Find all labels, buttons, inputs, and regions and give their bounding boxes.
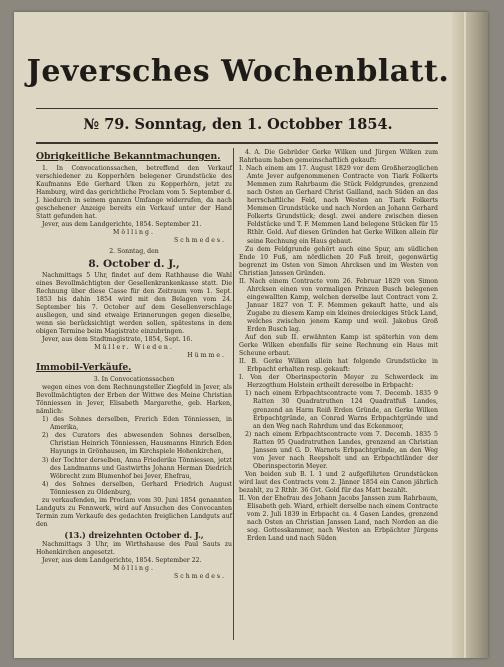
notice-4-item-3: II. B. Gerke Wilken allein hat folgende Grundstücke in Erbpacht erhalten resp. gekauft:: [239, 358, 438, 374]
masthead-title: Jeversches Wochenblatt.: [26, 54, 450, 89]
notice-4-text-2: Zu dem Feldgrunde gehört auch eine Spur, am südlichen Ende 10 Fuß, am nördlichen 20 Fuß breit, gegenwärtig begrenzt im Osten von Simon Ahrcksen und im Westen von Christian Janssen Gründen.: [239, 245, 438, 277]
notice-3-intro: 3. In Convocationssachen: [93, 376, 175, 384]
section-heading-official: Obrigkeitliche Bekanntmachungen.: [36, 151, 221, 162]
list-item: 2) des Curators des abwesenden Sohnes derselben, Christian Heinrich Tönniessen, Hausmanns Hinrich Eden Hayungs in Grönhausen, im Kirchspiele Hohenkirchen,: [42, 432, 232, 456]
masthead-rule: [36, 108, 438, 109]
notice-3-text: wegen eines von dem Rechnungsteller Ziegfeld in Jever, als Bevollmächtigten der Erben der Wittwe des Meine Christian Tönniessen in Jever, Elisabeth Margarethe, geb. Harken, nämlich:: [36, 384, 232, 416]
issue-line: № 79. Sonntag, den 1. Octobber 1854.: [83, 116, 393, 133]
left-column: [36, 149, 232, 581]
list-item: 1) nach einem Erbpachtscontracte vom 7. Decemb. 1835 9 Ratten 30 Quadratruthen 124 Quadratfuß Landes, grenzend an Harm Reiß Erden Gründe, an Gerke Wilken Erbpachtgründe, an Conrad Warns Erbpachtgründe und an den Weg nach Rahrdum und das Eckenmoor,: [245, 390, 438, 430]
header-rule: [36, 142, 438, 144]
notice-3-text-c: Nachmittags 3 Uhr, im Wirthshause des Paul Sauts zu Hohenkirchen angesetzt.: [36, 540, 232, 556]
notice-4-text-4: Von beiden sub B. I. 1 und 2 aufgeführten Grundstücken wird laut des Contracts vom 2. Jänner 1854 ein Canon jährlich bezahlt, zu 2 Rthlr. 36 Gvt. Gold für das Matt bezahlt.: [239, 470, 438, 494]
notice-4-sub-1: I. Von der Oberinspectorin Meyer zu Schwerdeck im Herzogthum Holstein ertheilt dereselbe in Erbpacht:: [239, 374, 438, 390]
notice-4-item-2: II. Nach einem Contracte vom 26. Februar 1829 von Simon Ahrcksen einen von vormaligen Prinzen Busch belegenen eingewallten Kamp, welchen derselbe laut Contract vom 2. Januar 1827 von T. F. Memmen gekauft hatte, und als Zugabe zu diesem Kamp ein kleines dreieckiges Stück Land, welches zwischen jenem Kamp und weil. Jakobus Groß Erden Busch lag.: [239, 277, 438, 334]
list-item: 4) des Sohnes derselben, Gerhard Friedrich August Tönniessen zu Oldenburg,: [42, 480, 232, 496]
list-item: 2) nach einem Erbpachtscontracte vom 7. Decemb. 1835 5 Ratten 95 Quadratruthen Landes, grenzend an Christian Janssen und G. D. Warnets Erbpachtgründe, an den Weg von Jever nach Reepsholt und an Erbpachtländer der Oberinspectorin Meyer.: [245, 430, 438, 470]
notice-2-intro: 2. Sonntag, den: [109, 248, 159, 256]
notice-4-intro: 4. A. Die Gebrüder Gerke Wilken und Jürgen Wilken zum Rahrbaum haben gemeinschaftlich gekauft:: [239, 149, 438, 165]
notice-2-date: 8. October d. J.,: [88, 257, 180, 270]
notice-3-place-date: Jever, aus dem Landgerichte, 1854. September 22.: [42, 557, 202, 565]
right-column: [239, 149, 438, 543]
notice-4-item-4: II. Von der Ehefrau des Johann Jacobs Janssen zum Rahrbaum, Elisabeth geb. Wiard, erhielt derselbe nach einem Contracte vom 2. Juli 1839 in Erbpacht ca. 4 Gasen Landes, grenzend nach Osten an Christian Janssen Land, nach Norden an die sog. Gottesskammer, nach Westen an Erbpächter Jürgens Erden Land und nach Süden: [239, 495, 438, 543]
newspaper-page: [14, 12, 488, 658]
list-item: 1) des Sohnes derselben, Frerich Eden Tönniessen, in Amerika,: [42, 416, 232, 432]
notice-3-signature-2: Schmedes.: [174, 573, 226, 581]
page-gutter: [452, 12, 488, 658]
notice-1-signature-2: Schmedes.: [174, 237, 226, 245]
notice-4-text-3: Auf den sub II. erwähnten Kamp ist späterhin von dem Gerke Wilken ebenfalls für seine Rechnung ein Haus mit Scheune erbaut.: [239, 334, 438, 358]
notice-2-signature-2: Hümme.: [187, 351, 226, 359]
notice-3-text-b: zu verkaufenden, im Proclam vom 30. Juni 1854 genannten Landguts zu Fennwerk, wird auf Ansuchen des Convocanten Termin zum Verkaufe des gedachten freiglichen Landguts auf den: [36, 496, 232, 528]
notice-2-text: Nachmittags 5 Uhr, findet auf dem Rathhause die Wahl eines Bevollmächtigten der Gesellenkrankenkasse statt. Die Rechnung über diese Casse für den Zeitraum vom 1. Sept. 1853 bis dahin 1854 wird mit den Belagen vom 24. September bis 7. October auf dem Gesellenverschlage ausliegen, und sind etwaige Erinnerungen gegen dieselbe, wenn sie berücksichtigt werden sollen, spätestens in dem obigen Termine beim Magistrate einzubringen.: [36, 271, 232, 335]
notice-3-date: (13.) dreizehnten October d. J.,: [64, 529, 204, 540]
list-item: 3) der Tochter derselben, Anna Friederike Tönniessen, jetzt des Landmanns und Gastwirths Johann Herman Diedrich Wöbrecht zum Blumenhof bei Jever, Ehefrau,: [42, 456, 232, 480]
notice-2-signature: Müller. Wieden.: [94, 343, 174, 351]
notice-2-place-date: Jever, aus dem Stadtmagistrate, 1854, Sept. 16.: [42, 335, 193, 343]
notice-3-signature: Mölling.: [113, 565, 155, 573]
section-heading-property-sales: Immobil-Verkäufe.: [36, 362, 132, 374]
notice-1-signature: Mölling.: [113, 229, 155, 237]
notice-1-text: 1. In Convocationssachen, betreffend den Verkauf verschiedener zu Kopperhörn belegener Grundstücke des Kaufmanns Ede Gerhard Uken zu Kopperhörn, jetzt zu Hamburg, wird das gerichtliche Proclam vom 5. September d. J. hiedurch in seinem ganzen Umfange widerrufen, da nach geschehener Anzeige bereits ein Verkauf unter der Hand Statt gefunden hat.: [36, 165, 232, 221]
notice-1-date: Jever, aus dem Landgerichte, 1854. September 21.: [42, 221, 202, 229]
notice-4-item-1: I. Nach einem am 17. August 1829 vor dem Großherzoglichen Amte Jever aufgenommenen Contracte von Tiark Folkerts Memmen zum Rahrbaum die Stück Feldgrundes, grenzend nach Osten an Gerhard Christ Gailland, nach Süden an das herrschaftliche Feld, nach Westen an Tiark Folkerts Memmen Grundstücke und nach Norden an Johann Gerhard Folkerts Grundstück; desgl. zwei andere zwischen diesen Feldstücke und T. F. Memmen Land belegene Stücken für 15 Rthlr. Gold. Auf diesen Gründen hat Gerke Wilken allein für seine Rechnung ein Haus gebaut.: [239, 165, 438, 245]
column-divider: [233, 148, 234, 640]
page-content: [24, 12, 452, 658]
